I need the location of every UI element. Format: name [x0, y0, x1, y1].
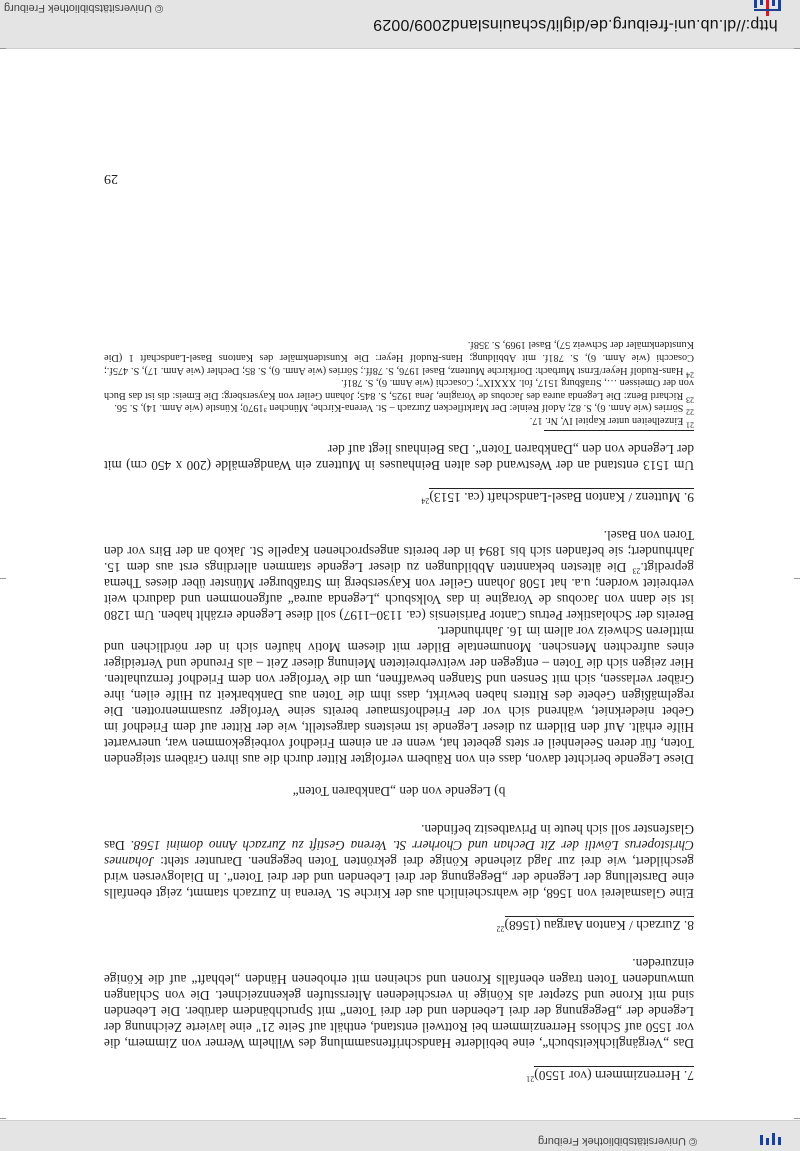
paragraph-muttenz: Um 1513 entstand an der Westwand des alten Beinhauses in Muttenz ein Wandgemälde (200 x 450 cm) mit der Legende von den „Dankbaren Toten“. Das Beinhaus liegt auf der: [104, 442, 694, 473]
section-heading-muttenz: 9. Muttenz / Kanton Basel-Landschaft (ca. 1513)$^{24}$: [421, 490, 694, 506]
library-logo-small-icon: [758, 1131, 782, 1145]
section-heading-herrenzimmern: 7. Herrenzimmern (vor 1550)$^{21}$: [526, 1068, 694, 1084]
page-url[interactable]: http://dl.ub.uni-freiburg.de/diglit/schauinsland2009/0029: [373, 16, 778, 33]
subheading-dankbaren-toten: b) Legende von den „Dankbaren Toten“: [292, 784, 506, 799]
copyright-text-top: © Universitätsbibliothek Freiburg: [4, 2, 164, 14]
page-number-area: [104, 170, 694, 186]
paragraph-legend-description: Diese Legende berichtet davon, dass ein von Räubern verfolgter Ritter durch die aus ihren Gräbern steigenden Toten, für deren Seelenheil er stets gebetet hat, wenn er an einem Friedhof vorbeigekommen war, unerwartet Hilfe erhält. Auf den Bildern zu dieser Legende ist meistens dargestellt, wie der Ritter auf dem Friedhof im Gebet niederkniet, während sich vor der Friedhofsmauer bereits seine Verfolger zusammenrotten. Die regelmäßigen Gebete des Ritters haben bewirkt, dass ihm die Toten aus Dankbarkeit zu Hilfe eilen, ihre Gräber verlassen, sich mit Sensen und Stangen bewaffnen, um die Verfolger von dem Friedhof fernzuhalten. Hier zeigen sich die Toten – entgegen der weitverbreiteten Meinung dieser Zeit – als Freunde und Verteidiger eines aufrechten Menschen. Monumentale Bilder mit diesem Motiv häufen sich in der nördlichen und mittleren Schweiz vor allem im 16. Jahrhundert.: [104, 624, 694, 767]
paragraph-herrenzimmern: Das „Vergänglichkeitsbuch“, eine bebilderte Handschriftensammlung des Wilhelm Werner von Zimmern, die vor 1550 auf Schloss Herrenzimmern bei Rottweil entstand, enthält auf Seite 21" eine lavierte Zeichnung der Legende der „Begegnung der drei Lebenden und der drei Toten“ mit Spruchbändern darüber. Die Lebenden sind mit Krone und Szepter als Könige in verschiedenen Altersstufen gekennzeichnet. Die von Schlangen umwundenen Toten tragen ebenfalls Kronen und scheinen mit erhobenen Händen „lebhaft“ auf die Könige einzureden.: [104, 956, 694, 1051]
footnote: $^{22}$ Sörries (wie Anm. 6), S. 82; Adolf Reinle: Der Marktflecken Zurzach – St. Verena-Kirche, München ³1970; Künstle (wie Anm. 14), S. 56.: [114, 402, 694, 417]
copyright-bottom: [0, 1121, 800, 1151]
page-content: [104, 338, 694, 1083]
footnote: $^{21}$ Einzelheiten unter Kapitel IV, Nr. 17.: [529, 415, 694, 430]
footnote-rule: [544, 430, 694, 431]
library-logo-icon: [750, 0, 794, 16]
scanned-page: [0, 48, 800, 1121]
section-heading-zurzach: 8. Zurzach / Kanton Aargau $(1568)^{22}$: [496, 918, 694, 934]
copyright-top: [0, 0, 800, 14]
copyright-text-bottom: © Universitätsbibliothek Freiburg: [538, 1135, 698, 1147]
footnote: $^{24}$ Hans-Rudolf Heyer/Ernst Murbach: Dorfkirche Muttenz, Basel 1976, S. 78ff.; Sörries (wie Anm. 6), S. 85; Dechler (wie Anm. 17), S. 475f.; Cosacchi (wie Anm. 6), S. 781f. mit Abbildung; Hans-Rudolf Heyer: Die Kunstdenkmäler des Kantons Basel-Landschaft 1 (Die Kunstdenkmäler der Schweiz 57), Basel 1969, S. 358f.: [103, 339, 694, 380]
paragraph-zurzach: Eine Glasmalerei von 1568, die wahrscheinlich aus der Kirche St. Verena in Zurzach stammt, zeigt ebenfalls eine Darstellung der Legende der „Begegnung der drei Lebenden und der drei Toten“. In Dialogversen wird geschildert, wie drei zur Jagd ziehende Könige drei gekrönten Toten begegnen. Darunter steht: Johannes Christoperus Löwtli der Zit Dechan und Chorherr St. Verena Gestift zu Zurzach Anno domini 1568. Das Glasfenster soll sich heute in Privatbesitz befinden.: [104, 822, 694, 901]
paragraph-legend-history: Bereits der Scholastiker Petrus Cantor Parisiensis (ca. 1130–1197) soll diese Legende erzählt haben. Um 1280 ist sie dann von Jacobus de Voragine in das Volksbuch „Legenda aurea“ aufgenommen und dadurch weit verbreitet worden; u.a. hat 1508 Johann Geiler von Kaysersberg im Straßburger Münster über dieses Thema gepredigt.$^{23}$ Die ältesten bekannten Abbildungen zu dieser Legende stammen allerdings erst aus dem 15. Jahrhundert; sie befanden sich bis 1894 in der bereits angesprochenen Kapelle St. Jakob an der Birs vor den Toren von Basel.: [104, 528, 694, 623]
footnote: $^{23}$ Richard Benz: Die Legenda aurea des Jacobus de Voragine, Jena 1925, S. 845; Johann Geiler von Kaysersberg: Die Emeis: dis ist das Buch von der Omeissen …, Straßburg 1517, fol. XXXIX"; Cosacchi (wie Anm. 6), S. 781f.: [104, 377, 694, 405]
page-number: 29: [104, 171, 118, 186]
